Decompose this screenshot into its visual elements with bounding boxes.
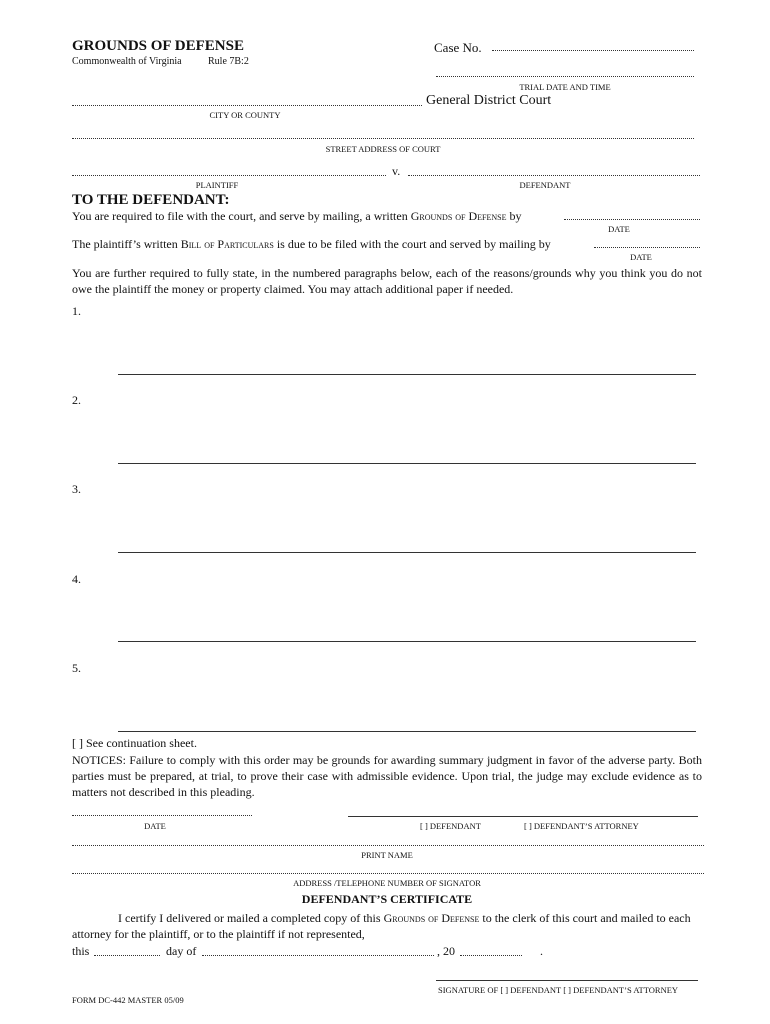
ground-line[interactable] — [118, 374, 696, 375]
year-field[interactable] — [460, 955, 522, 956]
ground-line[interactable] — [118, 463, 696, 464]
instructions-text: You are further required to fully state, in the numbered paragraphs below, each of the reasons/grounds why you think you do not owe the plaintiff the money or property claimed. You may attach additional paper if needed. — [72, 266, 702, 296]
plaintiff-field[interactable] — [72, 175, 386, 176]
month-field[interactable] — [202, 955, 434, 956]
signature-line[interactable] — [348, 816, 698, 817]
ground-number: 5. — [72, 661, 81, 675]
defendant-label: DEFENDANT — [519, 180, 571, 190]
continuation-checkbox[interactable]: [ ] See continuation sheet. — [72, 736, 197, 750]
notices-text: NOTICES: Failure to comply with this order may be grounds for awarding summary judgment in favor of the adverse party. Both parties must be prepared, at trial, to prove their case with admissible evidence. Upon trial, the judge may exclude evidence as to matters not described in this pleading. — [72, 753, 702, 799]
court-name-suffix: General District Court — [426, 93, 552, 108]
defendant-checkbox[interactable]: [ ] DEFENDANT — [420, 821, 481, 831]
certificate-signature-label: SIGNATURE OF [ ] DEFENDANT [ ] DEFENDANT’S ATTORNEY — [438, 985, 679, 995]
ground-number: 1. — [72, 304, 81, 318]
day-field[interactable] — [94, 955, 160, 956]
print-name-field[interactable] — [72, 845, 704, 846]
date-label-1: DATE — [608, 224, 630, 234]
certificate-signature-line[interactable] — [436, 980, 698, 981]
ground-line[interactable] — [118, 552, 696, 553]
street-address-label: STREET ADDRESS OF COURT — [325, 144, 441, 154]
print-name-label: PRINT NAME — [361, 850, 413, 860]
street-address-field[interactable] — [72, 138, 694, 139]
ground-number: 3. — [72, 482, 81, 496]
day-of-label: day of — [166, 944, 197, 958]
city-county-label: CITY OR COUNTY — [209, 110, 281, 120]
address-phone-field[interactable] — [72, 873, 704, 874]
certificate-heading: DEFENDANT’S CERTIFICATE — [301, 892, 473, 906]
city-county-field[interactable] — [72, 105, 422, 106]
signature-date-field[interactable] — [72, 815, 252, 816]
plaintiff-label: PLAINTIFF — [195, 180, 239, 190]
case-no-label: Case No. — [434, 40, 482, 55]
trial-date-field[interactable] — [436, 76, 694, 77]
case-no-field[interactable] — [492, 50, 694, 51]
year-prefix: , 20 — [437, 944, 455, 958]
particulars-due-date-field[interactable] — [594, 247, 700, 248]
rule-reference: Rule 7B:2 — [208, 56, 249, 67]
jurisdiction: Commonwealth of Virginia — [72, 56, 182, 67]
ground-line[interactable] — [118, 731, 696, 732]
ground-number: 4. — [72, 572, 81, 586]
bill-particulars-text: The plaintiff’s written Bill of Particulars is due to be filed with the court and served by mailing by — [72, 237, 551, 251]
defendant-field[interactable] — [408, 175, 700, 176]
file-order-text: You are required to file with the court, and serve by mailing, a written Grounds of Defense by — [72, 209, 522, 223]
form-title: GROUNDS OF DEFENSE — [72, 38, 244, 54]
trial-date-label: TRIAL DATE AND TIME — [519, 82, 611, 92]
certificate-text: I certify I delivered or mailed a completed copy of this Grounds of Defense to the clerk of this court and mailed to each attorney for the plaintiff, or to the plaintiff if not represented, — [72, 911, 691, 941]
address-phone-label: ADDRESS /TELEPHONE NUMBER OF SIGNATOR — [293, 878, 481, 888]
signature-date-label: DATE — [144, 821, 166, 831]
ground-number: 2. — [72, 393, 81, 407]
date-label-2: DATE — [630, 252, 652, 262]
this-label: this — [72, 944, 90, 958]
ground-line[interactable] — [118, 641, 696, 642]
versus: v. — [392, 164, 401, 178]
sentence-period: . — [540, 944, 543, 958]
order-heading: TO THE DEFENDANT: — [72, 192, 230, 208]
attorney-checkbox[interactable]: [ ] DEFENDANT’S ATTORNEY — [524, 821, 639, 831]
form-id: FORM DC-442 MASTER 05/09 — [72, 995, 184, 1005]
grounds-due-date-field[interactable] — [564, 219, 700, 220]
